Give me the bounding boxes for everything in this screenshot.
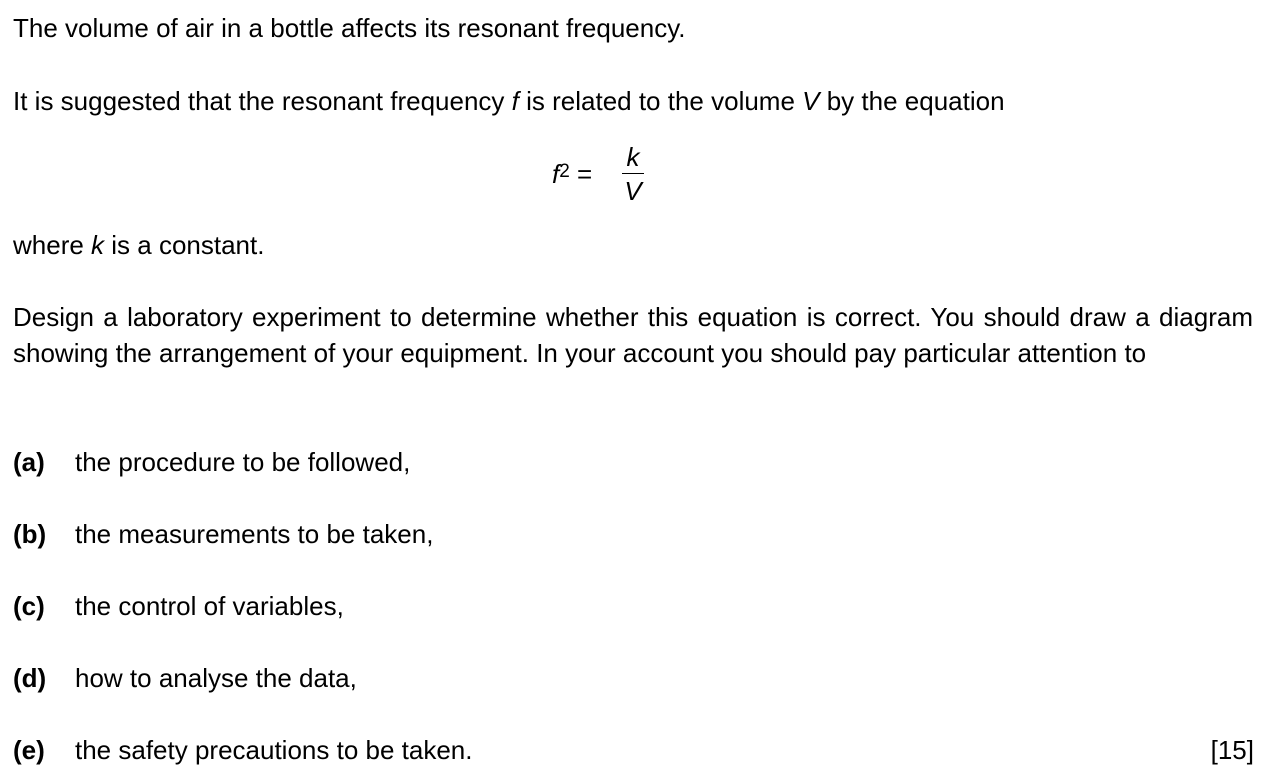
equation-exponent: 2 [559,161,570,182]
equation-equals: = [569,159,593,189]
design-instructions: Design a laboratory experiment to determine whether this equation is correct. You should draw a diagram showing the arrangement of your equipment. In your account you should pay particular attention to [13,302,1253,368]
list-item-text: how to analyse the data, [75,663,357,693]
where-sentence [13,227,264,263]
equation-fraction [620,142,646,206]
suggestion-text-1: It is suggested that the resonant frequency [13,86,512,116]
variable-f: f [511,86,519,116]
list-item-label: (d) [13,663,47,693]
list-item-label: (b) [13,519,47,549]
list-item [13,732,472,768]
equation-lhs-variable: f [552,159,560,189]
where-text-1: where [13,230,92,260]
suggestion-text-3: by the equation [819,86,1005,116]
suggestion-text-2: is related to the volume [518,86,803,116]
list-item-text: the procedure to be followed, [75,447,411,477]
list-item-text: the measurements to be taken, [75,519,434,549]
list-item-text: the control of variables, [75,591,344,621]
fraction-denominator: V [624,176,642,206]
list-item-label: (e) [13,735,45,765]
list-item [13,660,357,696]
list-item-label: (a) [13,447,45,477]
list-item-label: (c) [13,591,45,621]
list-item-text: the safety precautions to be taken. [75,735,473,765]
where-text-2: is a constant. [104,230,265,260]
variable-v: V [802,86,820,116]
marks-total: [15] [1210,735,1254,765]
equation-lhs [552,156,592,192]
list-item [13,516,433,552]
variable-k: k [91,230,105,260]
fraction-numerator: k [626,142,640,172]
fraction-bar [622,173,644,174]
list-item [13,588,344,624]
intro-sentence: The volume of air in a bottle affects its resonant frequency. [13,13,686,43]
suggestion-sentence [13,83,1005,119]
list-item [13,444,410,480]
